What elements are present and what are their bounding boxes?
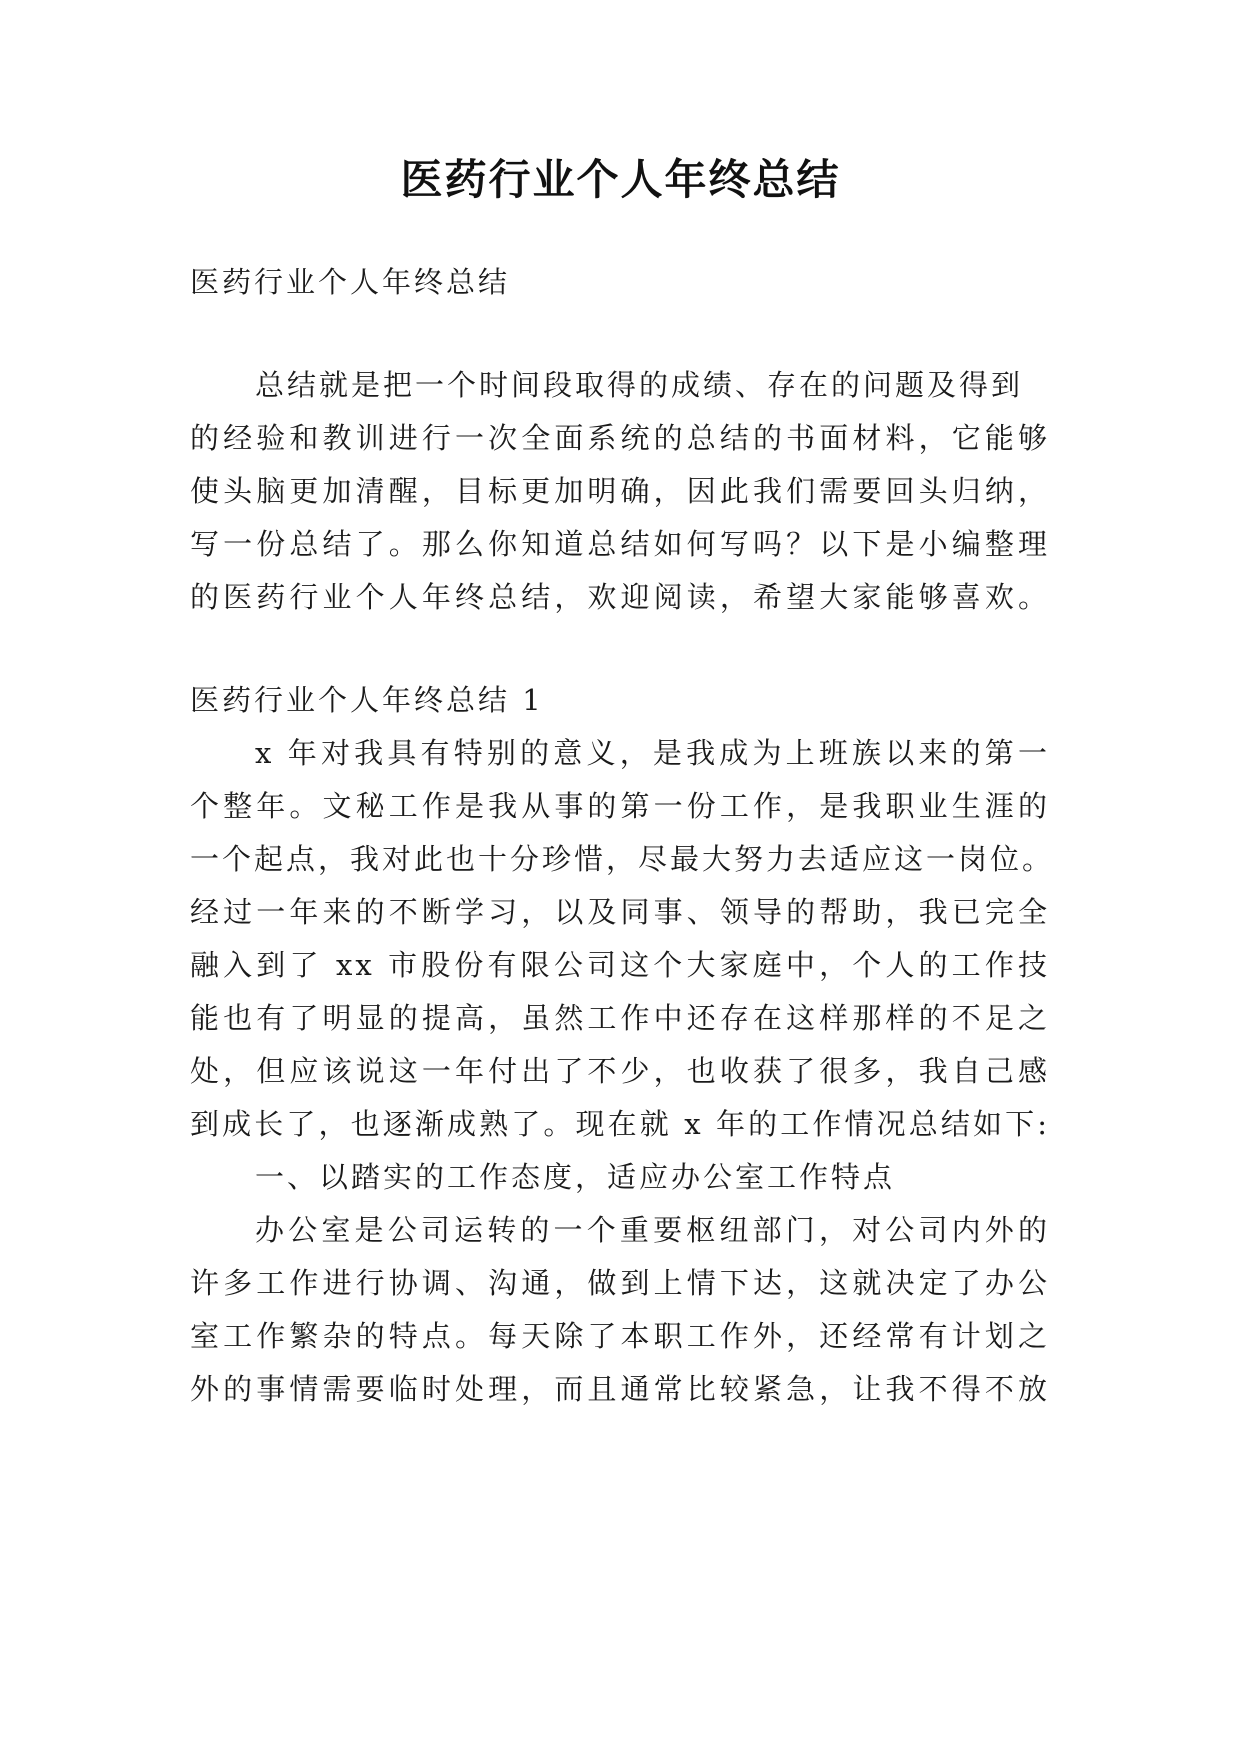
document-title: 医药行业个人年终总结 — [400, 155, 841, 204]
subsection-heading: 一、以踏实的工作态度，适应办公室工作特点 — [255, 1160, 896, 1194]
intro-line: 的经验和教训进行一次全面系统的总结的书面材料，它能够 — [190, 421, 1050, 455]
document-subtitle: 医药行业个人年终总结 — [190, 265, 511, 299]
body-line: 经过一年来的不断学习，以及同事、领导的帮助，我已完全 — [190, 895, 1050, 929]
body-line: x 年对我具有特别的意义，是我成为上班族以来的第一 — [255, 736, 1050, 770]
body-line: 室工作繁杂的特点。每天除了本职工作外，还经常有计划之 — [190, 1319, 1050, 1353]
body-line: 办公室是公司运转的一个重要枢纽部门，对公司内外的 — [255, 1213, 1050, 1247]
body-line: 许多工作进行协调、沟通，做到上情下达，这就决定了办公 — [190, 1266, 1050, 1300]
body-line: 能也有了明显的提高，虽然工作中还存在这样那样的不足之 — [190, 1001, 1050, 1035]
body-line: 到成长了，也逐渐成熟了。现在就 x 年的工作情况总结如下: — [190, 1107, 1050, 1141]
body-line: 处，但应该说这一年付出了不少，也收获了很多，我自己感 — [190, 1054, 1050, 1088]
body-line: 融入到了 xx 市股份有限公司这个大家庭中，个人的工作技 — [190, 948, 1050, 982]
body-line: 个整年。文秘工作是我从事的第一份工作，是我职业生涯的 — [190, 789, 1050, 823]
intro-line: 使头脑更加清醒，目标更加明确，因此我们需要回头归纳， — [190, 474, 1050, 508]
body-line: 外的事情需要临时处理，而且通常比较紧急，让我不得不放 — [190, 1372, 1050, 1406]
intro-line: 写一份总结了。那么你知道总结如何写吗？以下是小编整理 — [190, 527, 1050, 561]
intro-line: 总结就是把一个时间段取得的成绩、存在的问题及得到 — [255, 368, 1024, 402]
section-heading: 医药行业个人年终总结 1 — [190, 683, 544, 717]
body-line: 一个起点，我对此也十分珍惜，尽最大努力去适应这一岗位。 — [190, 842, 1055, 876]
intro-line: 的医药行业个人年终总结，欢迎阅读，希望大家能够喜欢。 — [190, 580, 1050, 614]
